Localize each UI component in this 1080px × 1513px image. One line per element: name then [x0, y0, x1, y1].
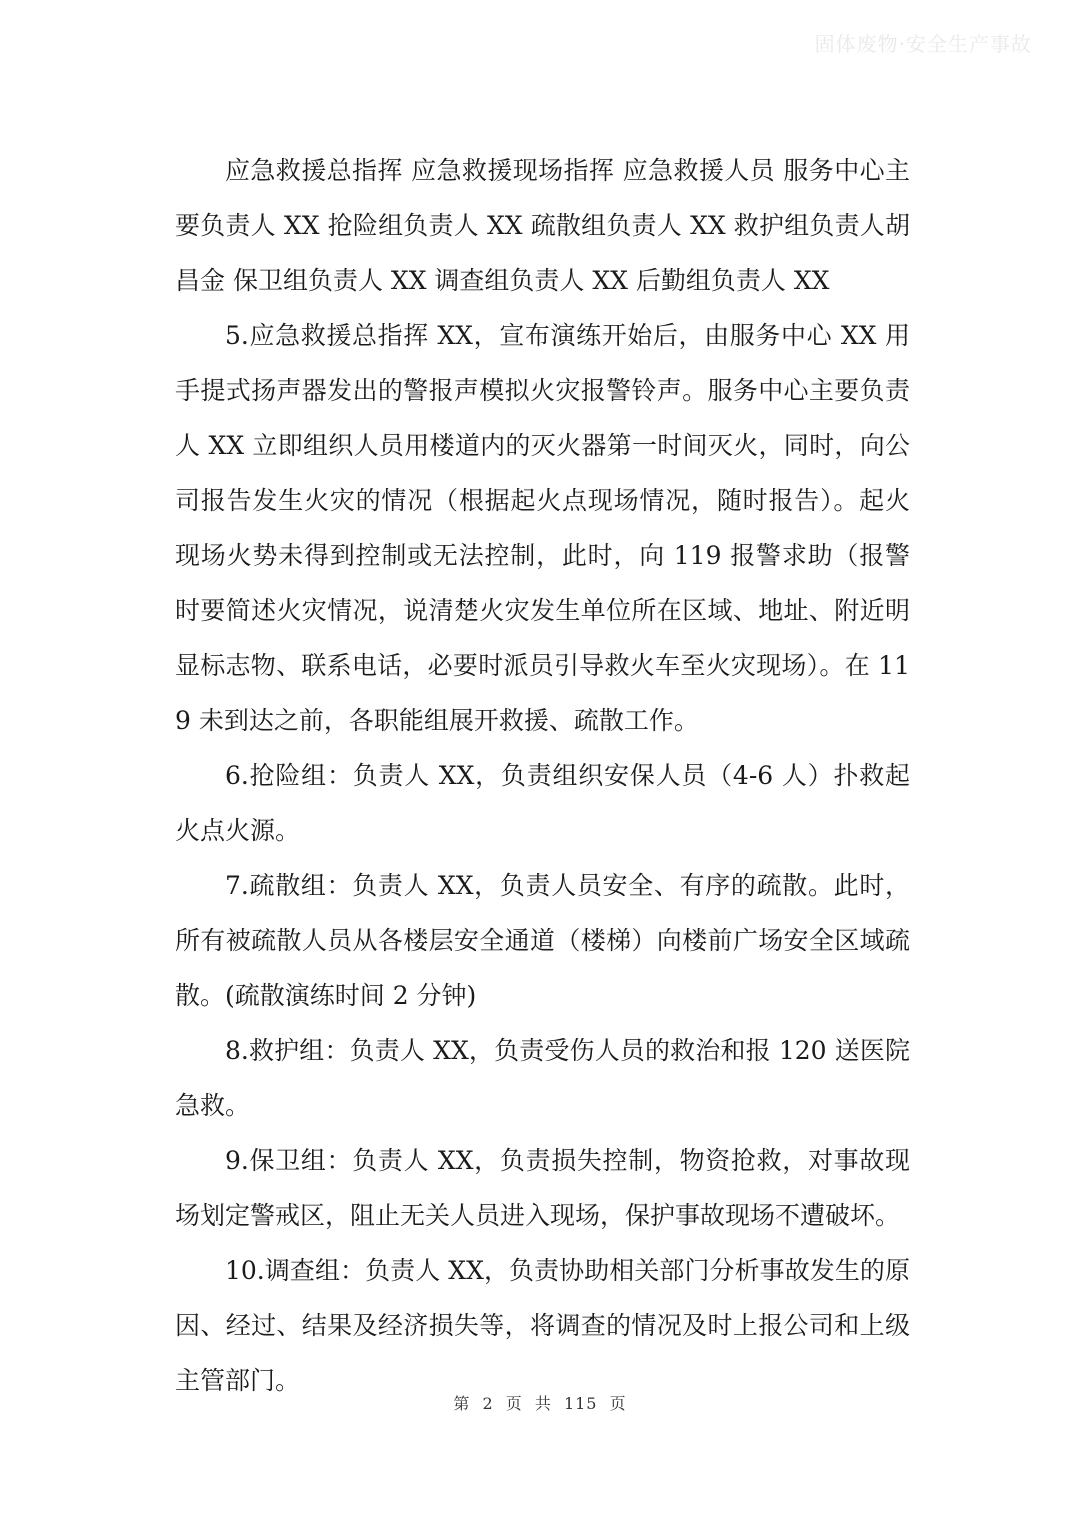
paragraph-item-7: 7.疏散组：负责人 XX，负责人员安全、有序的疏散。此时，所有被疏散人员从各楼层安全通道（楼梯）向楼前广场安全区域疏散。(疏散演练时间 2 分钟) — [175, 871, 910, 1010]
document-body — [175, 143, 910, 1408]
paragraph-item-9: 9.保卫组：负责人 XX，负责损失控制，物资抢救，对事故现场划定警戒区，阻止无关人员进入现场，保护事故现场不遭破坏。 — [175, 1146, 910, 1230]
paragraph-item-6: 6.抢险组：负责人 XX，负责组织安保人员（4-6 人）扑救起火点火源。 — [175, 761, 910, 845]
watermark: 固体废物·安全生产事故 — [814, 32, 1032, 56]
paragraph-item-8: 8.救护组：负责人 XX，负责受伤人员的救治和报 120 送医院急救。 — [175, 1036, 910, 1120]
page-number: 第 2 页 共 115 页 — [453, 1394, 627, 1413]
paragraph-staff-roster: 应急救援总指挥 应急救援现场指挥 应急救援人员 服务中心主要负责人 XX 抢险组负责人 XX 疏散组负责人 XX 救护组负责人胡昌金 保卫组负责人 XX 调查组负责人 XX 后勤组负责人 XX — [175, 156, 910, 295]
paragraph-item-10: 10.调查组：负责人 XX，负责协助相关部门分析事故发生的原因、经过、结果及经济损失等，将调查的情况及时上报公司和上级主管部门。 — [175, 1256, 910, 1395]
paragraph-item-5: 5.应急救援总指挥 XX，宣布演练开始后，由服务中心 XX 用手提式扬声器发出的警报声模拟火灾报警铃声。服务中心主要负责人 XX 立即组织人员用楼道内的灭火器第一时间灭火，同时，向公司报告发生火灾的情况（根据起火点现场情况，随时报告）。起火现场火势未得到控制或无法控制，此时，向 119 报警求助（报警时要简述火灾情况，说清楚火灾发生单位所在区域、地址、附近明显标志物、联系电话，必要时派员引导救火车至火灾现场）。在 119 未到达之前，各职能组展开救援、疏散工作。 — [175, 321, 910, 735]
